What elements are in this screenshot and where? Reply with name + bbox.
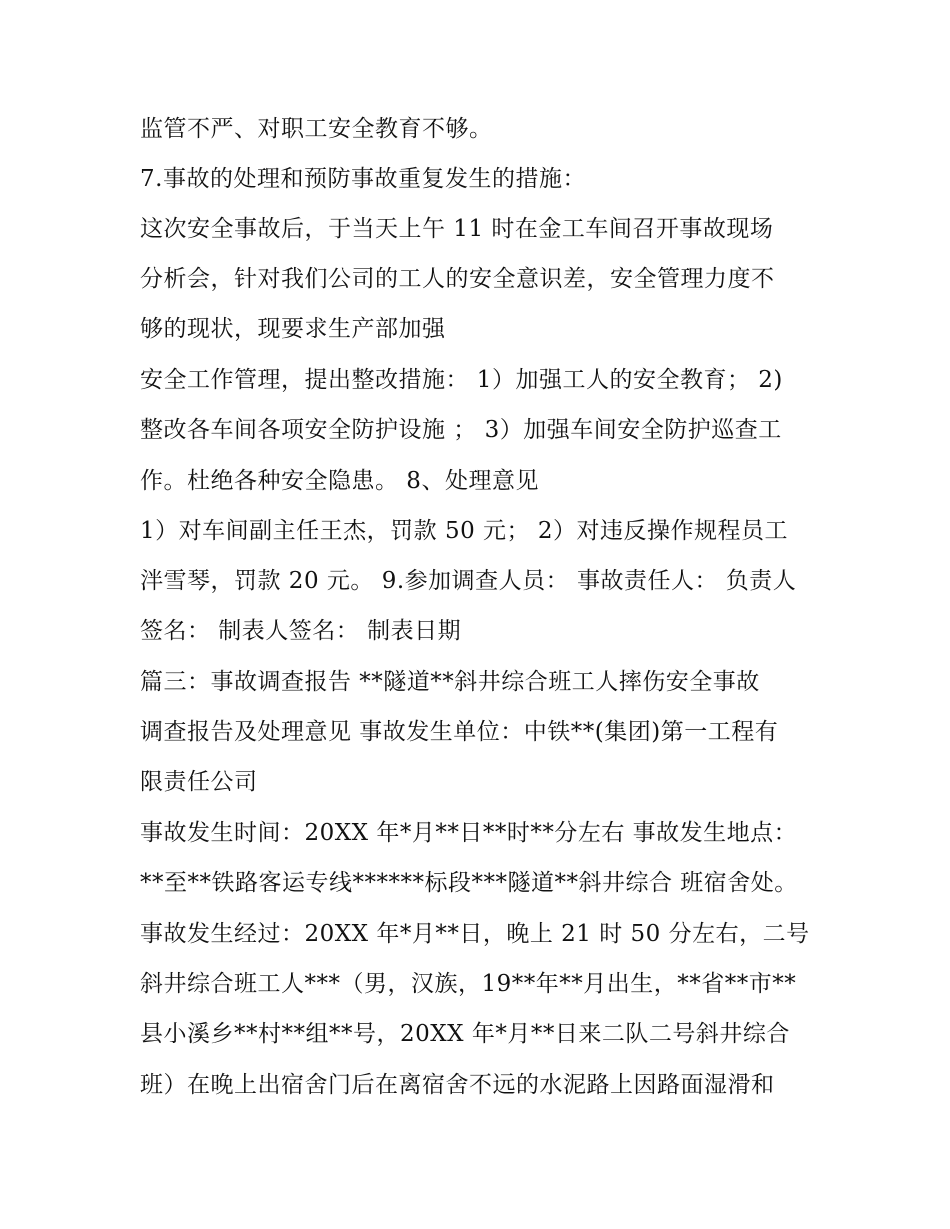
text-line: **至**铁路客运专线******标段***隧道**斜井综合 班宿舍处。 (140, 870, 798, 896)
text-line: 安全工作管理，提出整改措施： 1）加强工人的安全教育； 2) (140, 367, 783, 393)
text-line: 事故发生时间：20XX 年*月**日**时**分左右 事故发生地点： (140, 820, 798, 846)
text-line: 泮雪琴，罚款 20 元。 9.参加调查人员： 事故责任人： 负责人 (140, 568, 797, 594)
text-line: 监管不严、对职工安全教育不够。 (140, 116, 493, 142)
text-line: 作。杜绝各种安全隐患。 8、处理意见 (140, 468, 539, 494)
text-line: 事故发生经过：20XX 年*月**日，晚上 21 时 50 分左右，二号 (140, 921, 810, 947)
text-line: 斜井综合班工人***（男，汉族，19**年**月出生，**省**市** (140, 971, 797, 997)
text-line: 整改各车间各项安全防护设施 ； 3）加强车间安全防护巡查工 (140, 417, 782, 443)
text-line: 调查报告及处理意见 事故发生单位：中铁**(集团)第一工程有 (140, 719, 779, 745)
text-line: 县小溪乡**村**组**号，20XX 年*月**日来二队二号斜井综合 (140, 1021, 790, 1047)
text-line: 限责任公司 (140, 769, 258, 795)
text-line: 够的现状，现要求生产部加强 (140, 316, 446, 342)
text-line: 签名： 制表人签名： 制表日期 (140, 618, 462, 644)
text-line: 分析会，针对我们公司的工人的安全意识差，安全管理力度不 (140, 266, 775, 292)
text-line: 7.事故的处理和预防事故重复发生的措施： (140, 166, 586, 192)
text-line: 1）对车间副主任王杰，罚款 50 元； 2）对违反操作规程员工 (140, 518, 788, 544)
text-line: 篇三：事故调查报告 **隧道**斜井综合班工人摔伤安全事故 (140, 669, 760, 695)
text-line: 这次安全事故后，于当天上午 11 时在金工车间召开事故现场 (140, 216, 774, 242)
text-line: 班）在晚上出宿舍门后在离宿舍不远的水泥路上因路面湿滑和 (140, 1072, 775, 1098)
